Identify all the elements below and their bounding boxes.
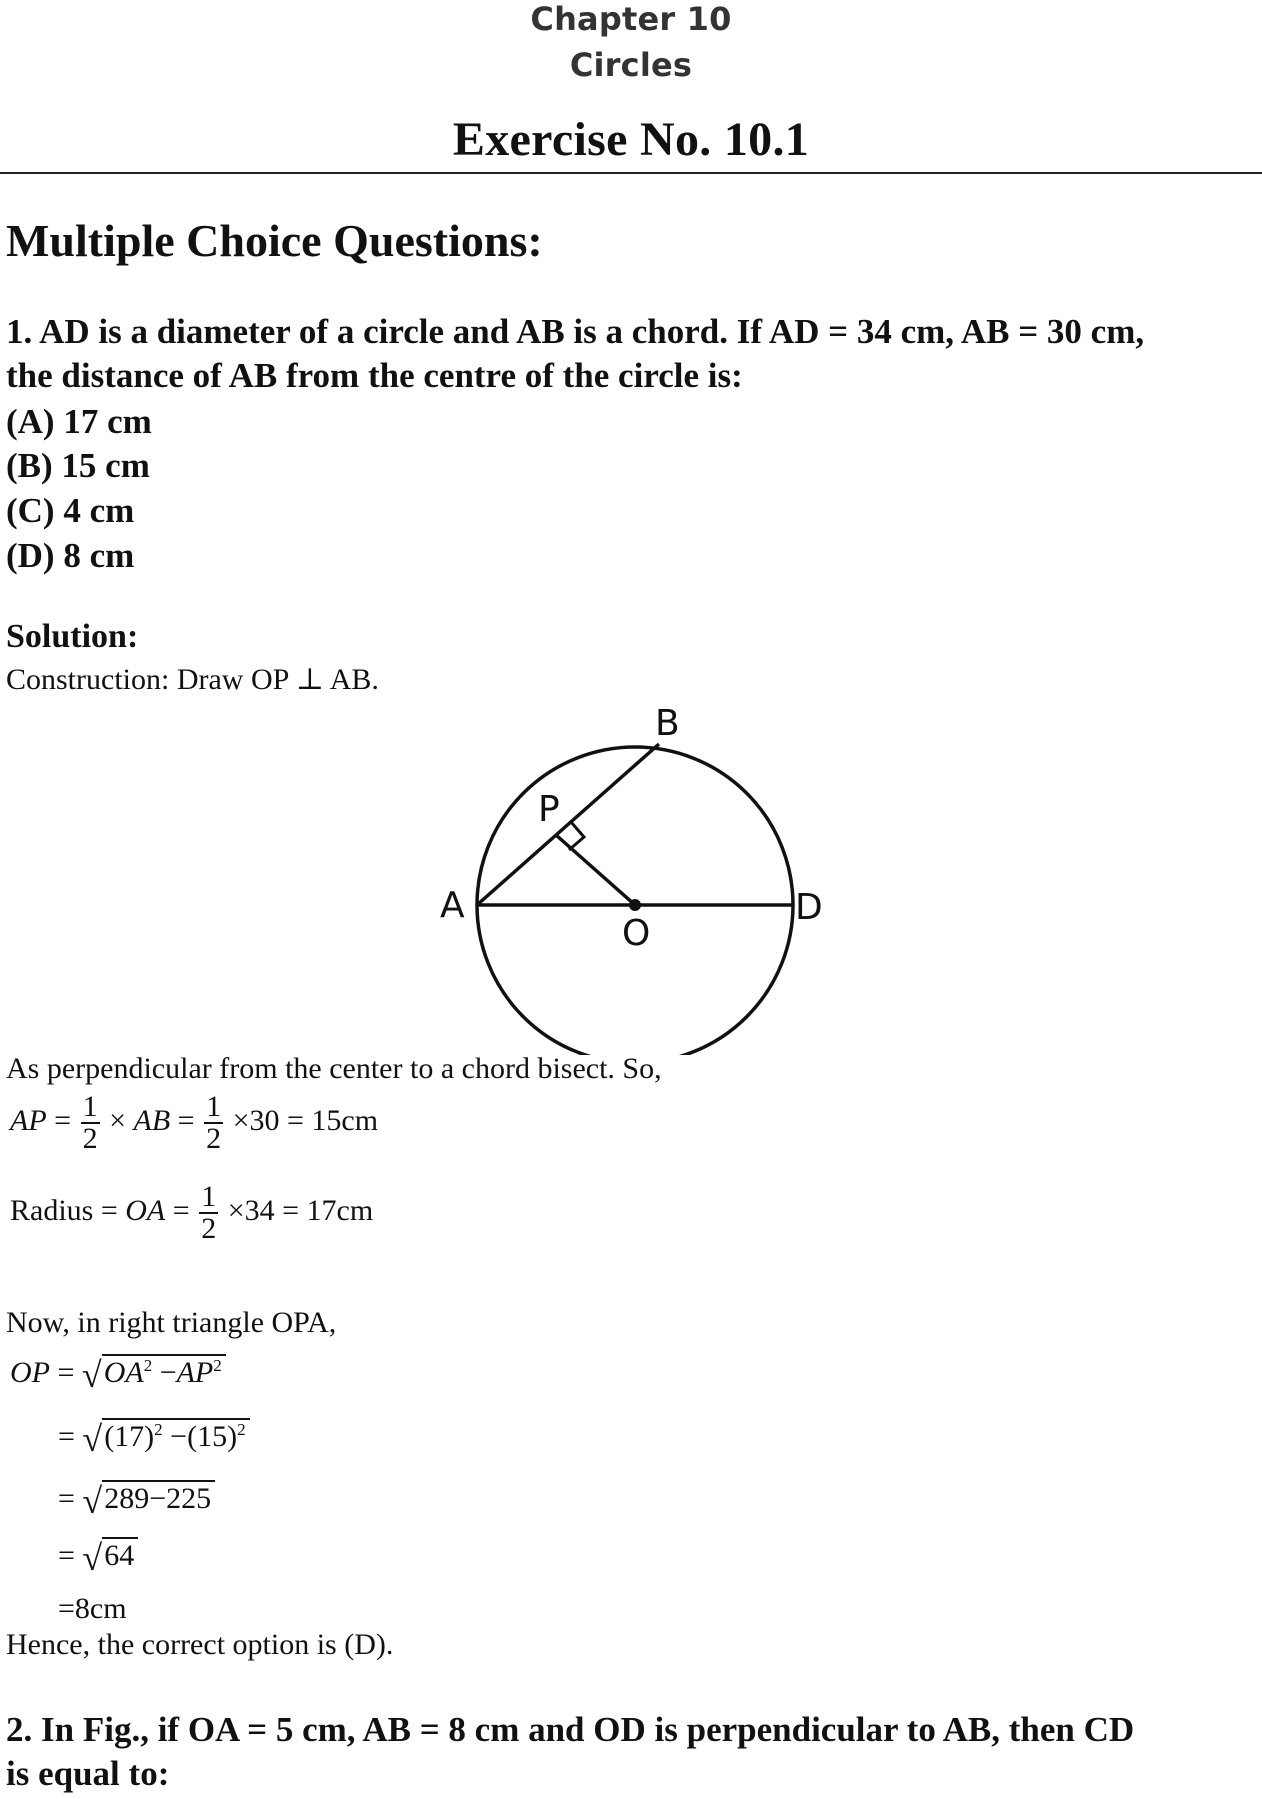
option-d: (D) 8 cm: [6, 536, 135, 575]
fraction-half: $\frac{1}{2}$: [201, 1180, 217, 1245]
reason-text: As perpendicular from the center to a chord bisect. So,: [6, 1052, 662, 1085]
chapter-number: Chapter 10: [530, 0, 732, 38]
option-b: (B) 15 cm: [6, 446, 150, 485]
label-d: D: [795, 887, 823, 928]
right-angle-mark: [569, 822, 584, 850]
sqrt-symbol: $√OA^2 -AP^2$: [82, 1354, 226, 1396]
center-point: [629, 899, 641, 911]
fraction-half: $\frac{1}{2}$: [206, 1090, 222, 1155]
label-o: O: [622, 913, 651, 954]
eq-ap-lhs: AP: [10, 1103, 47, 1137]
option-a: (A) 17 cm: [6, 402, 152, 441]
equation-ap: AP = $\frac{1}{2}$ × AB = $\frac{1}{2}$ ×30 = 15cm: [10, 1090, 379, 1155]
section-title: Multiple Choice Questions:: [6, 215, 543, 266]
triangle-text: Now, in right triangle OPA,: [6, 1306, 337, 1339]
circle-diagram: [430, 695, 830, 1055]
option-c: (C) 4 cm: [6, 491, 135, 530]
op-step-4: = √64: [58, 1537, 138, 1579]
header-divider: [0, 172, 1262, 174]
question-2-line-2: is equal to:: [6, 1754, 170, 1793]
question-1-line-1: 1. AD is a diameter of a circle and AB is a chord. If AD = 34 cm, AB = 30 cm,: [6, 312, 1145, 351]
op-step-1: OP = $√OA^2 -AP^2$: [10, 1354, 226, 1396]
label-b: B: [655, 703, 680, 744]
label-p: P: [538, 789, 560, 830]
question-2-line-1: 2. In Fig., if OA = 5 cm, AB = 8 cm and OD is perpendicular to AB, then CD: [6, 1710, 1135, 1749]
eq-ap-result: 15cm: [311, 1103, 379, 1137]
question-1-line-2: the distance of AB from the centre of the circle is:: [6, 356, 743, 395]
conclusion-text: Hence, the correct option is (D).: [6, 1628, 394, 1661]
construction-text: Construction: Draw OP ⊥ AB.: [6, 663, 379, 696]
chord-ab: [477, 744, 659, 905]
perpendicular-op: [556, 835, 635, 905]
fraction-half: $\frac{1}{2}$: [82, 1090, 98, 1155]
solution-title: Solution:: [6, 618, 139, 655]
equation-radius: Radius = OA = $\frac{1}{2}$ ×34 = 17cm: [10, 1180, 374, 1245]
op-step-3: = √289−225: [58, 1480, 215, 1522]
label-a: A: [440, 885, 465, 926]
chapter-topic: Circles: [569, 46, 693, 84]
op-step-2: = $√(17)^2 -(15)^2$: [58, 1418, 250, 1460]
exercise-title: Exercise No. 10.1: [452, 113, 810, 166]
op-step-5: =8cm: [58, 1592, 127, 1625]
eq-radius-result: 17cm: [306, 1193, 374, 1227]
